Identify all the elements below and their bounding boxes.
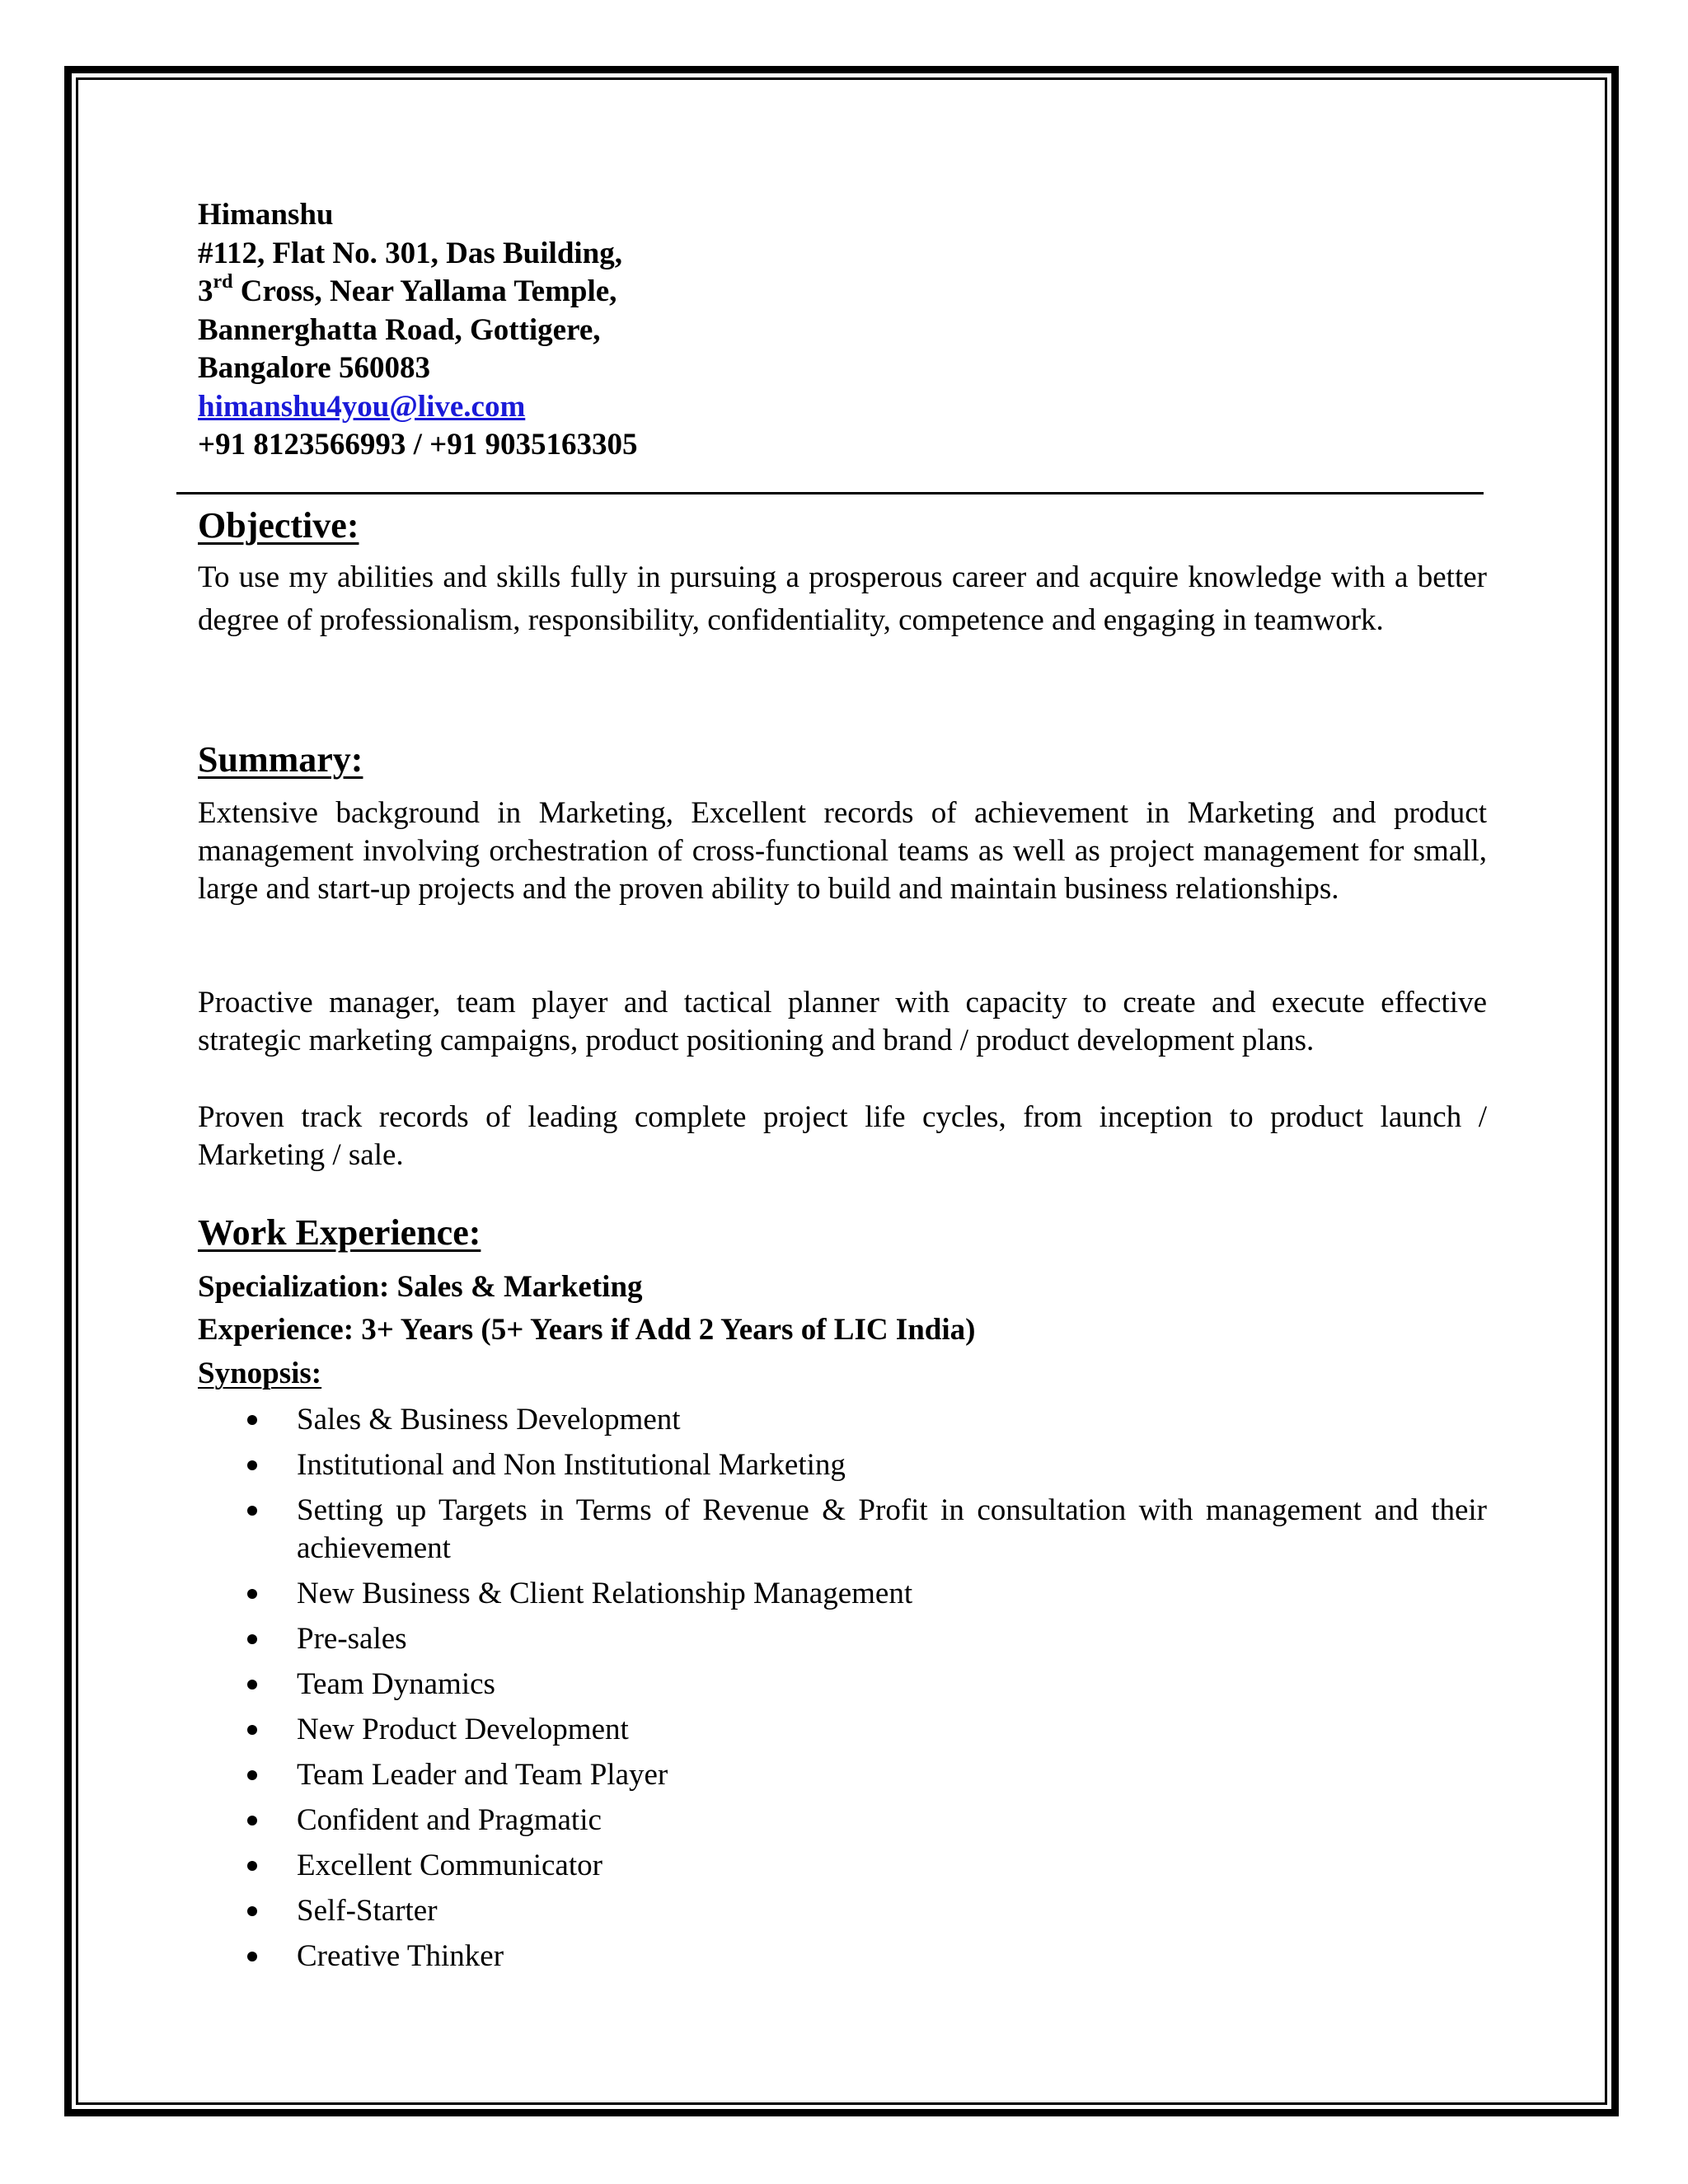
skill-text: New Business & Client Relationship Management [297,1577,913,1610]
address-line-3: Bannerghatta Road, Gottigere, [198,312,601,347]
summary-paragraph-2: Proactive manager, team player and tactical planner with capacity to create and execute effective strategic marketing campaigns, product positioning and brand / product development plans. [198,986,1487,1057]
summary-paragraph-3: Proven track records of leading complete project life cycles, from inception to product launch / Marketing / sale. [198,1100,1487,1172]
bullet-icon [247,1861,257,1871]
skill-text: Setting up Targets in Terms of Revenue & Profit in consultation with management and their achievement [297,1493,1487,1565]
skills-list [198,1401,1487,1983]
bullet-icon [247,1906,257,1916]
phone-numbers: +91 8123566993 / +91 9035163305 [198,428,638,462]
experience-line: Experience: 3+ Years (5+ Years if Add 2 Years of LIC India) [198,1313,976,1347]
bullet-icon [247,1816,257,1825]
skill-text: New Product Development [297,1713,629,1746]
address-ordinal-suffix: rd [213,270,233,293]
email-link[interactable]: himanshu4you@live.com [198,389,526,424]
list-item [198,1575,1487,1613]
skill-text: Self-Starter [297,1894,438,1928]
address-line-1: #112, Flat No. 301, Das Building, [198,236,623,270]
bullet-icon [247,1415,257,1425]
address-line-2 [198,270,1487,312]
skill-text: Sales & Business Development [297,1403,681,1436]
header-divider [176,492,1484,494]
bullet-icon [247,1725,257,1735]
list-item [198,1756,1487,1794]
bullet-icon [247,1680,257,1690]
skill-text: Confident and Pragmatic [297,1803,602,1837]
summary-heading: Summary: [198,739,363,780]
address-line-4: Bangalore 560083 [198,351,430,385]
list-item [198,1446,1487,1484]
list-item [198,1802,1487,1840]
list-item [198,1620,1487,1658]
contact-block [198,196,1487,465]
address-ordinal: 3 [198,274,213,308]
objective-text: To use my abilities and skills fully in pursuing a prosperous career and acquire knowledge with a better degree of professionalism, responsibility, confidentiality, competence and engaging in teamwork. [198,560,1487,637]
skill-text: Team Dynamics [297,1667,495,1701]
specialization-line: Specialization: Sales & Marketing [198,1270,643,1304]
synopsis-label: Synopsis: [198,1357,322,1390]
skill-text: Pre-sales [297,1622,407,1656]
candidate-name: Himanshu [198,198,334,232]
skill-text: Team Leader and Team Player [297,1758,668,1792]
list-item [198,1492,1487,1568]
skill-text: Creative Thinker [297,1939,504,1973]
summary-paragraph-1: Extensive background in Marketing, Excellent records of achievement in Marketing and product management involving orchestration of cross-functional teams as well as project management for small, large and start-up projects and the proven ability to build and maintain business relationships. [198,796,1487,906]
list-item [198,1711,1487,1749]
bullet-icon [247,1589,257,1599]
list-item [198,1401,1487,1439]
list-item [198,1892,1487,1930]
list-item [198,1847,1487,1885]
skill-text: Excellent Communicator [297,1849,603,1882]
bullet-icon [247,1460,257,1470]
objective-heading: Objective: [198,505,359,546]
list-item [198,1938,1487,1975]
list-item [198,1666,1487,1704]
address-line-2-text: Cross, Near Yallama Temple, [232,274,617,308]
bullet-icon [247,1506,257,1516]
skill-text: Institutional and Non Institutional Marketing [297,1448,846,1482]
work-experience-heading: Work Experience: [198,1212,481,1253]
bullet-icon [247,1634,257,1644]
bullet-icon [247,1770,257,1780]
bullet-icon [247,1952,257,1961]
